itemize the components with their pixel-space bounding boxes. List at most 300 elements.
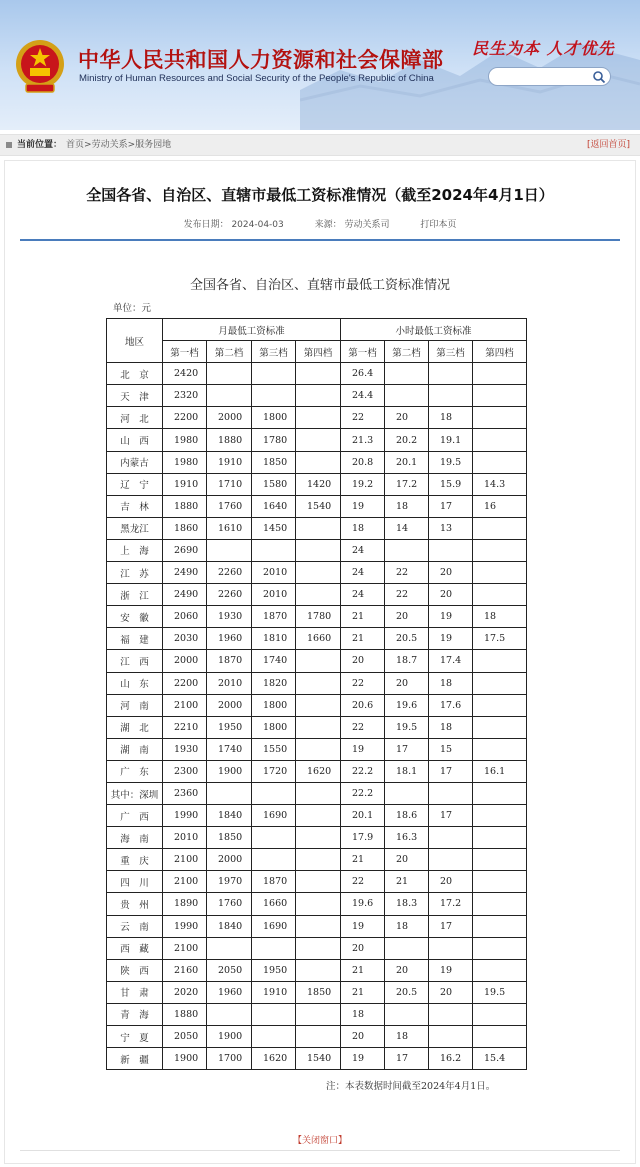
print-link[interactable]: 打印本页 <box>420 220 457 230</box>
hourly-wage-cell: 20.1 <box>341 805 385 827</box>
hourly-wage-cell: 16 <box>473 495 527 517</box>
table-row <box>107 1026 527 1048</box>
close-window-area <box>0 1133 640 1146</box>
table-row <box>107 805 527 827</box>
monthly-wage-cell: 2050 <box>163 1026 207 1048</box>
monthly-wage-cell: 1900 <box>207 760 252 782</box>
header-tier: 第二档 <box>385 341 429 363</box>
national-emblem-icon <box>14 38 66 94</box>
table-row <box>107 429 527 451</box>
monthly-wage-cell: 2010 <box>207 672 252 694</box>
region-cell: 西 藏 <box>107 937 163 959</box>
hourly-wage-cell <box>429 849 473 871</box>
hourly-wage-cell: 18.7 <box>385 650 429 672</box>
hourly-wage-cell <box>473 385 527 407</box>
hourly-wage-cell: 18 <box>473 606 527 628</box>
region-cell: 湖 南 <box>107 738 163 760</box>
monthly-wage-cell: 1720 <box>252 760 296 782</box>
hourly-wage-cell: 15.4 <box>473 1048 527 1070</box>
monthly-wage-cell <box>207 385 252 407</box>
hourly-wage-cell: 20 <box>385 407 429 429</box>
hourly-wage-cell <box>473 694 527 716</box>
hourly-wage-cell: 22 <box>341 672 385 694</box>
monthly-wage-cell: 1840 <box>207 915 252 937</box>
region-cell: 福 建 <box>107 628 163 650</box>
hourly-wage-cell: 18 <box>385 915 429 937</box>
monthly-wage-cell: 1910 <box>252 981 296 1003</box>
region-cell: 河 南 <box>107 694 163 716</box>
hourly-wage-cell: 17.4 <box>429 650 473 672</box>
hourly-wage-cell <box>385 539 429 561</box>
region-cell: 新 疆 <box>107 1048 163 1070</box>
region-cell: 四 川 <box>107 871 163 893</box>
monthly-wage-cell: 2100 <box>163 871 207 893</box>
hourly-wage-cell: 17.5 <box>473 628 527 650</box>
hourly-wage-cell: 21 <box>341 628 385 650</box>
table-row <box>107 473 527 495</box>
hourly-wage-cell <box>473 827 527 849</box>
table-row <box>107 562 527 584</box>
monthly-wage-cell <box>296 1003 341 1025</box>
region-cell: 江 苏 <box>107 562 163 584</box>
hourly-wage-cell <box>473 915 527 937</box>
monthly-wage-cell <box>252 937 296 959</box>
table-row <box>107 517 527 539</box>
hourly-wage-cell: 16.3 <box>385 827 429 849</box>
slogan: 民生为本 人才优先 <box>472 39 615 58</box>
monthly-wage-cell: 1880 <box>207 429 252 451</box>
hourly-wage-cell: 22 <box>341 407 385 429</box>
monthly-wage-cell: 2200 <box>163 672 207 694</box>
region-cell: 其中：深圳 <box>107 782 163 804</box>
hourly-wage-cell: 17.6 <box>429 694 473 716</box>
hourly-wage-cell: 18 <box>429 716 473 738</box>
hourly-wage-cell: 24.4 <box>341 385 385 407</box>
table-row <box>107 694 527 716</box>
region-cell: 山 东 <box>107 672 163 694</box>
monthly-wage-cell: 2160 <box>163 959 207 981</box>
hourly-wage-cell <box>429 937 473 959</box>
monthly-wage-cell: 1960 <box>207 981 252 1003</box>
hourly-wage-cell <box>473 937 527 959</box>
monthly-wage-cell <box>296 782 341 804</box>
monthly-wage-cell: 2000 <box>207 694 252 716</box>
hourly-wage-cell: 17 <box>429 760 473 782</box>
header-tier: 第一档 <box>163 341 207 363</box>
hourly-wage-cell: 20.2 <box>385 429 429 451</box>
hourly-wage-cell: 19 <box>341 738 385 760</box>
header-tier: 第一档 <box>341 341 385 363</box>
monthly-wage-cell: 1450 <box>252 517 296 539</box>
monthly-wage-cell: 1800 <box>252 694 296 716</box>
hourly-wage-cell: 21 <box>385 871 429 893</box>
article-meta <box>0 217 640 230</box>
table-row <box>107 385 527 407</box>
hourly-wage-cell: 20 <box>385 672 429 694</box>
hourly-wage-cell <box>473 1003 527 1025</box>
monthly-wage-cell: 1990 <box>163 805 207 827</box>
hourly-wage-cell <box>429 539 473 561</box>
hourly-wage-cell: 19 <box>429 959 473 981</box>
region-cell: 青 海 <box>107 1003 163 1025</box>
region-cell: 陕 西 <box>107 959 163 981</box>
monthly-wage-cell <box>207 782 252 804</box>
monthly-wage-cell: 2000 <box>207 849 252 871</box>
header-hourly: 小时最低工资标准 <box>341 319 527 341</box>
search-icon[interactable] <box>592 70 606 84</box>
monthly-wage-cell: 1930 <box>207 606 252 628</box>
monthly-wage-cell <box>296 363 341 385</box>
monthly-wage-cell: 1740 <box>207 738 252 760</box>
monthly-wage-cell: 1700 <box>207 1048 252 1070</box>
monthly-wage-cell: 2260 <box>207 584 252 606</box>
breadcrumb-separator: > <box>84 140 92 150</box>
table-row <box>107 650 527 672</box>
monthly-wage-cell: 1620 <box>252 1048 296 1070</box>
hourly-wage-cell: 18.1 <box>385 760 429 782</box>
monthly-wage-cell <box>207 937 252 959</box>
table-row <box>107 584 527 606</box>
monthly-wage-cell: 1780 <box>252 429 296 451</box>
table-row <box>107 959 527 981</box>
hourly-wage-cell: 18.3 <box>385 893 429 915</box>
breadcrumb-service-garden-link[interactable]: 服务园地 <box>135 140 172 150</box>
hourly-wage-cell: 20 <box>429 871 473 893</box>
header-tier: 第四档 <box>296 341 341 363</box>
hourly-wage-cell <box>385 385 429 407</box>
monthly-wage-cell <box>252 827 296 849</box>
monthly-wage-cell: 1740 <box>252 650 296 672</box>
monthly-wage-cell <box>252 363 296 385</box>
hourly-wage-cell: 16.1 <box>473 760 527 782</box>
monthly-wage-cell: 2690 <box>163 539 207 561</box>
title-divider <box>20 239 620 241</box>
monthly-wage-cell: 1660 <box>296 628 341 650</box>
close-window-button[interactable]: 【关闭窗口】 <box>292 1136 347 1146</box>
publish-date: 发布日期： 2024-04-03 <box>183 220 284 230</box>
hourly-wage-cell <box>385 1003 429 1025</box>
monthly-wage-cell: 1850 <box>207 827 252 849</box>
monthly-wage-cell: 1850 <box>296 981 341 1003</box>
hourly-wage-cell <box>473 893 527 915</box>
monthly-wage-cell <box>296 451 341 473</box>
header-tier: 第四档 <box>473 341 527 363</box>
monthly-wage-cell: 1880 <box>163 1003 207 1025</box>
hourly-wage-cell: 20 <box>385 849 429 871</box>
monthly-wage-cell <box>296 429 341 451</box>
monthly-wage-cell: 2060 <box>163 606 207 628</box>
hourly-wage-cell <box>429 1026 473 1048</box>
table-unit: 单位：元 <box>113 303 152 314</box>
monthly-wage-cell: 2490 <box>163 584 207 606</box>
monthly-wage-cell <box>296 562 341 584</box>
hourly-wage-cell <box>473 562 527 584</box>
monthly-wage-cell: 1610 <box>207 517 252 539</box>
monthly-wage-cell: 1810 <box>252 628 296 650</box>
site-header <box>0 0 640 130</box>
hourly-wage-cell: 18 <box>341 1003 385 1025</box>
monthly-wage-cell: 2420 <box>163 363 207 385</box>
ministry-title-en: Ministry of Human Resources and Social Security of the People's Republic of China <box>79 73 434 84</box>
breadcrumb-separator: > <box>127 140 136 150</box>
monthly-wage-cell: 2100 <box>163 937 207 959</box>
hourly-wage-cell: 21 <box>341 606 385 628</box>
hourly-wage-cell: 20.5 <box>385 628 429 650</box>
hourly-wage-cell <box>473 407 527 429</box>
monthly-wage-cell: 1980 <box>163 429 207 451</box>
hourly-wage-cell <box>473 429 527 451</box>
monthly-wage-cell: 1800 <box>252 716 296 738</box>
header-monthly: 月最低工资标准 <box>163 319 341 341</box>
monthly-wage-cell: 1580 <box>252 473 296 495</box>
table-row <box>107 716 527 738</box>
monthly-wage-cell: 2010 <box>163 827 207 849</box>
monthly-wage-cell <box>296 893 341 915</box>
table-row <box>107 849 527 871</box>
monthly-wage-cell: 2010 <box>252 562 296 584</box>
table-row <box>107 827 527 849</box>
hourly-wage-cell: 19.5 <box>473 981 527 1003</box>
hourly-wage-cell: 17 <box>385 738 429 760</box>
table-row <box>107 407 527 429</box>
monthly-wage-cell: 1970 <box>207 871 252 893</box>
monthly-wage-cell <box>296 1026 341 1048</box>
hourly-wage-cell: 20 <box>429 584 473 606</box>
region-cell: 河 北 <box>107 407 163 429</box>
monthly-wage-cell <box>296 716 341 738</box>
region-cell: 内蒙古 <box>107 451 163 473</box>
monthly-wage-cell <box>296 827 341 849</box>
region-cell: 北 京 <box>107 363 163 385</box>
region-cell: 甘 肃 <box>107 981 163 1003</box>
monthly-wage-cell: 2200 <box>163 407 207 429</box>
monthly-wage-cell: 1900 <box>163 1048 207 1070</box>
hourly-wage-cell: 21 <box>341 849 385 871</box>
hourly-wage-cell: 18 <box>385 495 429 517</box>
hourly-wage-cell <box>429 1003 473 1025</box>
monthly-wage-cell: 1640 <box>252 495 296 517</box>
hourly-wage-cell: 17 <box>429 805 473 827</box>
breadcrumb-labor-relations-link[interactable]: 劳动关系 <box>91 140 128 150</box>
ministry-title-cn: 中华人民共和国人力资源和社会保障部 <box>78 48 444 72</box>
hourly-wage-cell: 16.2 <box>429 1048 473 1070</box>
hourly-wage-cell: 19 <box>341 915 385 937</box>
monthly-wage-cell: 1990 <box>163 915 207 937</box>
hourly-wage-cell: 13 <box>429 517 473 539</box>
hourly-wage-cell <box>473 517 527 539</box>
monthly-wage-cell: 1980 <box>163 451 207 473</box>
monthly-wage-cell: 1870 <box>207 650 252 672</box>
monthly-wage-cell <box>207 363 252 385</box>
hourly-wage-cell <box>473 584 527 606</box>
hourly-wage-cell <box>473 672 527 694</box>
hourly-wage-cell <box>473 539 527 561</box>
monthly-wage-cell: 2210 <box>163 716 207 738</box>
region-cell: 山 西 <box>107 429 163 451</box>
monthly-wage-cell <box>296 959 341 981</box>
hourly-wage-cell <box>473 782 527 804</box>
hourly-wage-cell <box>385 363 429 385</box>
hourly-wage-cell: 20.5 <box>385 981 429 1003</box>
monthly-wage-cell <box>252 385 296 407</box>
monthly-wage-cell: 1850 <box>252 451 296 473</box>
hourly-wage-cell: 18 <box>429 407 473 429</box>
monthly-wage-cell <box>207 539 252 561</box>
region-cell: 黑龙江 <box>107 517 163 539</box>
hourly-wage-cell: 15.9 <box>429 473 473 495</box>
hourly-wage-cell: 18.6 <box>385 805 429 827</box>
hourly-wage-cell: 17 <box>429 495 473 517</box>
monthly-wage-cell <box>296 805 341 827</box>
monthly-wage-cell <box>296 871 341 893</box>
hourly-wage-cell <box>473 849 527 871</box>
monthly-wage-cell <box>207 1003 252 1025</box>
region-cell: 海 南 <box>107 827 163 849</box>
monthly-wage-cell: 1930 <box>163 738 207 760</box>
monthly-wage-cell <box>252 782 296 804</box>
hourly-wage-cell: 22 <box>385 584 429 606</box>
monthly-wage-cell <box>252 849 296 871</box>
monthly-wage-cell <box>296 407 341 429</box>
monthly-wage-cell <box>296 672 341 694</box>
monthly-wage-cell: 1760 <box>207 893 252 915</box>
monthly-wage-cell: 1690 <box>252 805 296 827</box>
monthly-wage-cell <box>296 539 341 561</box>
hourly-wage-cell: 24 <box>341 584 385 606</box>
hourly-wage-cell: 19 <box>429 628 473 650</box>
table-tier-row <box>107 341 527 363</box>
table-row <box>107 738 527 760</box>
hourly-wage-cell: 14.3 <box>473 473 527 495</box>
footer-divider <box>20 1150 620 1151</box>
hourly-wage-cell <box>473 805 527 827</box>
breadcrumb-home-link[interactable]: 首页 <box>66 140 85 150</box>
monthly-wage-cell <box>296 738 341 760</box>
region-cell: 安 徽 <box>107 606 163 628</box>
header-tier: 第三档 <box>252 341 296 363</box>
hourly-wage-cell <box>429 827 473 849</box>
hourly-wage-cell: 19.5 <box>385 716 429 738</box>
monthly-wage-cell: 2490 <box>163 562 207 584</box>
monthly-wage-cell <box>296 937 341 959</box>
monthly-wage-cell: 2000 <box>163 650 207 672</box>
table-row <box>107 539 527 561</box>
hourly-wage-cell <box>473 738 527 760</box>
table-row <box>107 893 527 915</box>
hourly-wage-cell <box>429 782 473 804</box>
location-icon <box>6 142 12 148</box>
table-row <box>107 451 527 473</box>
monthly-wage-cell: 1840 <box>207 805 252 827</box>
hourly-wage-cell: 19 <box>341 1048 385 1070</box>
hourly-wage-cell: 19 <box>429 606 473 628</box>
monthly-wage-cell: 1870 <box>252 606 296 628</box>
monthly-wage-cell: 2360 <box>163 782 207 804</box>
hourly-wage-cell: 18 <box>385 1026 429 1048</box>
monthly-wage-cell: 1550 <box>252 738 296 760</box>
table-row <box>107 760 527 782</box>
search-input[interactable] <box>488 67 611 86</box>
monthly-wage-cell: 1540 <box>296 495 341 517</box>
hourly-wage-cell: 20 <box>341 937 385 959</box>
monthly-wage-cell <box>296 517 341 539</box>
region-cell: 辽 宁 <box>107 473 163 495</box>
hourly-wage-cell: 24 <box>341 562 385 584</box>
region-cell: 广 西 <box>107 805 163 827</box>
monthly-wage-cell: 1960 <box>207 628 252 650</box>
hourly-wage-cell: 20 <box>341 650 385 672</box>
monthly-wage-cell <box>296 385 341 407</box>
hourly-wage-cell: 17.9 <box>341 827 385 849</box>
monthly-wage-cell: 2030 <box>163 628 207 650</box>
hourly-wage-cell: 17 <box>385 1048 429 1070</box>
monthly-wage-cell: 2000 <box>207 407 252 429</box>
monthly-wage-cell: 1870 <box>252 871 296 893</box>
monthly-wage-cell: 1660 <box>252 893 296 915</box>
region-cell: 贵 州 <box>107 893 163 915</box>
monthly-wage-cell: 1910 <box>163 473 207 495</box>
monthly-wage-cell: 1710 <box>207 473 252 495</box>
table-row <box>107 606 527 628</box>
region-cell: 江 西 <box>107 650 163 672</box>
hourly-wage-cell: 20 <box>385 606 429 628</box>
hourly-wage-cell: 21 <box>341 981 385 1003</box>
monthly-wage-cell: 1760 <box>207 495 252 517</box>
region-cell: 上 海 <box>107 539 163 561</box>
monthly-wage-cell: 1540 <box>296 1048 341 1070</box>
monthly-wage-cell: 1800 <box>252 407 296 429</box>
monthly-wage-cell <box>296 915 341 937</box>
hourly-wage-cell: 22 <box>341 716 385 738</box>
monthly-wage-cell: 1620 <box>296 760 341 782</box>
table-row <box>107 981 527 1003</box>
monthly-wage-cell: 1910 <box>207 451 252 473</box>
hourly-wage-cell: 21 <box>341 959 385 981</box>
monthly-wage-cell: 1890 <box>163 893 207 915</box>
region-cell: 宁 夏 <box>107 1026 163 1048</box>
article-source: 来源： 劳动关系司 <box>314 220 390 230</box>
hourly-wage-cell: 24 <box>341 539 385 561</box>
hourly-wage-cell <box>429 385 473 407</box>
hourly-wage-cell: 19.6 <box>385 694 429 716</box>
hourly-wage-cell: 14 <box>385 517 429 539</box>
back-home-link[interactable]: [返回首页] <box>586 140 630 150</box>
minimum-wage-table <box>106 318 527 1070</box>
monthly-wage-cell <box>296 650 341 672</box>
monthly-wage-cell: 1900 <box>207 1026 252 1048</box>
table-body <box>107 363 527 1070</box>
hourly-wage-cell: 22.2 <box>341 782 385 804</box>
monthly-wage-cell: 1880 <box>163 495 207 517</box>
monthly-wage-cell: 1950 <box>207 716 252 738</box>
monthly-wage-cell: 2010 <box>252 584 296 606</box>
hourly-wage-cell <box>473 363 527 385</box>
table-row <box>107 672 527 694</box>
table-row <box>107 1003 527 1025</box>
hourly-wage-cell: 17 <box>429 915 473 937</box>
hourly-wage-cell: 21.3 <box>341 429 385 451</box>
monthly-wage-cell: 1820 <box>252 672 296 694</box>
table-row <box>107 782 527 804</box>
region-cell: 吉 林 <box>107 495 163 517</box>
monthly-wage-cell: 2300 <box>163 760 207 782</box>
monthly-wage-cell <box>296 849 341 871</box>
hourly-wage-cell: 20 <box>385 959 429 981</box>
hourly-wage-cell <box>385 937 429 959</box>
hourly-wage-cell: 19 <box>341 495 385 517</box>
hourly-wage-cell: 19.2 <box>341 473 385 495</box>
hourly-wage-cell: 17.2 <box>385 473 429 495</box>
